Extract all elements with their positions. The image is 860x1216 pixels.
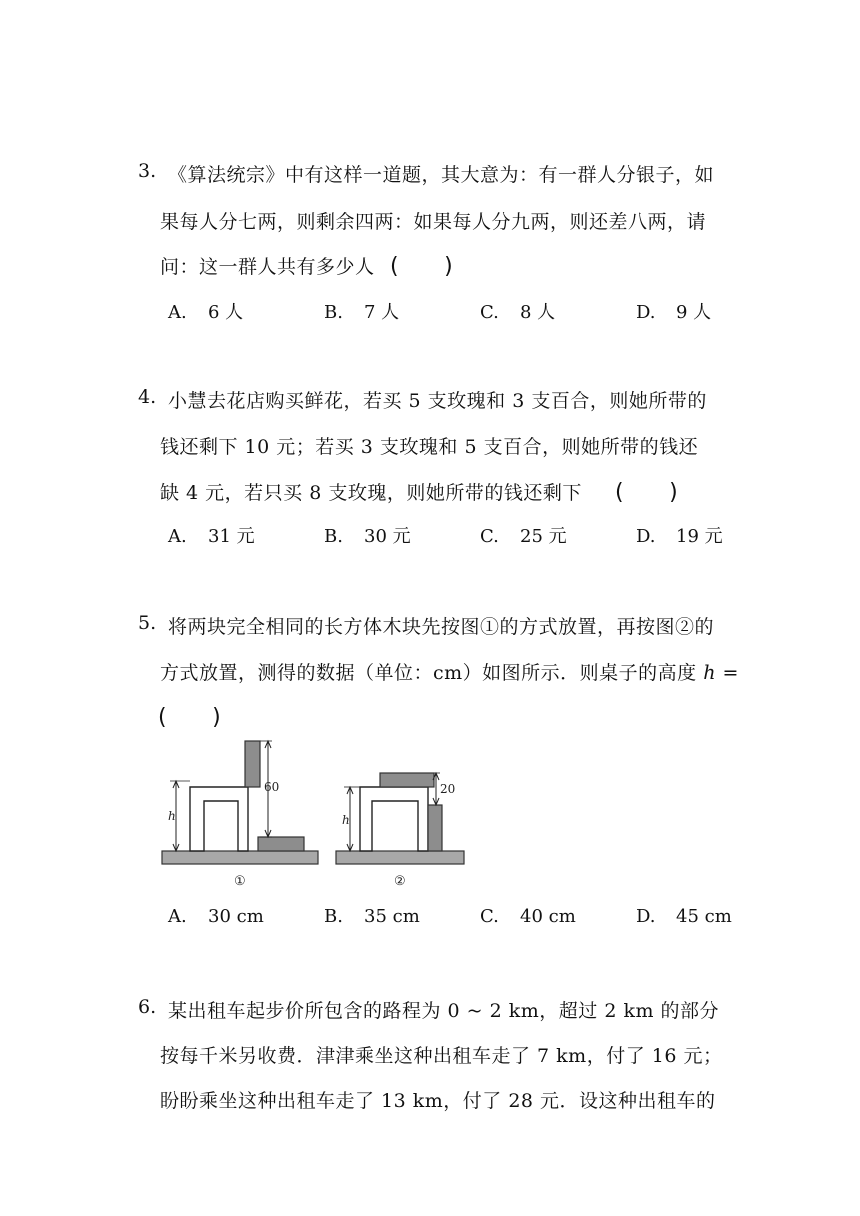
label-h: h: [168, 809, 176, 823]
answer-bracket: ( ): [158, 705, 222, 730]
question-text-line: 方式放置，测得的数据（单位：cm）如图所示．则桌子的高度 ℎ =: [160, 662, 739, 684]
option-text: 30 元: [364, 526, 411, 547]
question-number: 6.: [138, 996, 157, 1018]
question-text-line: 按每千米另收费．津津乘坐这种出租车走了 7 km，付了 16 元；: [160, 1045, 723, 1067]
question-number: 3.: [138, 160, 157, 182]
option-text: 6 人: [208, 302, 244, 323]
option-b[interactable]: [324, 522, 411, 548]
table: [190, 787, 248, 851]
question-text-line: 小慧去花店购买鲜花，若买 5 支玫瑰和 3 支百合，则她所带的: [168, 390, 707, 412]
option-label: C.: [480, 526, 499, 547]
answer-bracket: ( ): [615, 480, 679, 505]
option-b[interactable]: [324, 906, 420, 927]
figure-2: [336, 773, 464, 889]
label-20: 20: [440, 782, 456, 796]
question-text-line: 缺 4 元，若只买 8 支玫瑰，则她所带的钱还剩下: [160, 482, 582, 504]
question-text-line: 某出租车起步价所包含的路程为 0 ~ 2 km，超过 2 km 的部分: [168, 1000, 720, 1022]
option-d[interactable]: [636, 906, 732, 927]
figure-2-caption: ②: [394, 874, 406, 889]
option-b[interactable]: [324, 298, 399, 324]
option-text: 40 cm: [520, 906, 576, 927]
option-c[interactable]: [480, 522, 567, 548]
table: [360, 787, 428, 851]
option-text: 19 元: [676, 526, 723, 547]
option-label: B.: [324, 526, 343, 547]
question-number: 4.: [138, 386, 157, 408]
option-label: B.: [324, 302, 343, 323]
option-text: 31 元: [208, 526, 255, 547]
option-a[interactable]: [168, 298, 243, 324]
question-number: 5.: [138, 612, 157, 634]
question-text-line: 《算法统宗》中有这样一道题，其大意为：有一群人分银子，如: [168, 164, 715, 186]
option-label: A.: [168, 302, 187, 323]
option-label: A.: [168, 906, 187, 927]
figure-1-caption: ①: [234, 874, 246, 889]
option-text: 7 人: [364, 302, 400, 323]
option-a[interactable]: [168, 522, 255, 548]
option-label: C.: [480, 302, 499, 323]
option-text: 9 人: [676, 302, 712, 323]
question-text-line: 盼盼乘坐这种出租车走了 13 km，付了 28 元．设这种出租车的: [160, 1090, 716, 1112]
floor-slab: [162, 851, 318, 864]
label-60: 60: [264, 780, 280, 794]
option-label: D.: [636, 526, 656, 547]
figure-1: [162, 741, 318, 889]
option-text: 35 cm: [364, 906, 420, 927]
label-h: h: [342, 813, 350, 827]
option-text: 25 元: [520, 526, 567, 547]
option-a[interactable]: [168, 906, 264, 927]
option-c[interactable]: [480, 906, 576, 927]
lying-block: [380, 773, 434, 787]
question-text-line: 果每人分七两，则剩余四两：如果每人分九两，则还差八两，请: [160, 211, 707, 233]
option-label: A.: [168, 526, 187, 547]
option-label: C.: [480, 906, 499, 927]
option-label: D.: [636, 906, 656, 927]
vertical-block: [245, 741, 260, 787]
question-text-line: 将两块完全相同的长方体木块先按图①的方式放置，再按图②的: [168, 616, 715, 638]
floor-slab: [336, 851, 464, 864]
option-text: 45 cm: [676, 906, 732, 927]
option-c[interactable]: [480, 298, 555, 324]
option-text: 8 人: [520, 302, 556, 323]
question-text-line: 问：这一群人共有多少人: [160, 256, 375, 278]
option-label: D.: [636, 302, 656, 323]
option-text: 30 cm: [208, 906, 264, 927]
block-figure: [160, 735, 480, 890]
lying-block: [258, 837, 304, 851]
answer-bracket: ( ): [390, 254, 454, 279]
vertical-block: [428, 805, 442, 851]
question-text-line: 钱还剩下 10 元；若买 3 支玫瑰和 5 支百合，则她所带的钱还: [160, 436, 699, 458]
option-d[interactable]: [636, 298, 711, 324]
option-d[interactable]: [636, 522, 723, 548]
option-label: B.: [324, 906, 343, 927]
